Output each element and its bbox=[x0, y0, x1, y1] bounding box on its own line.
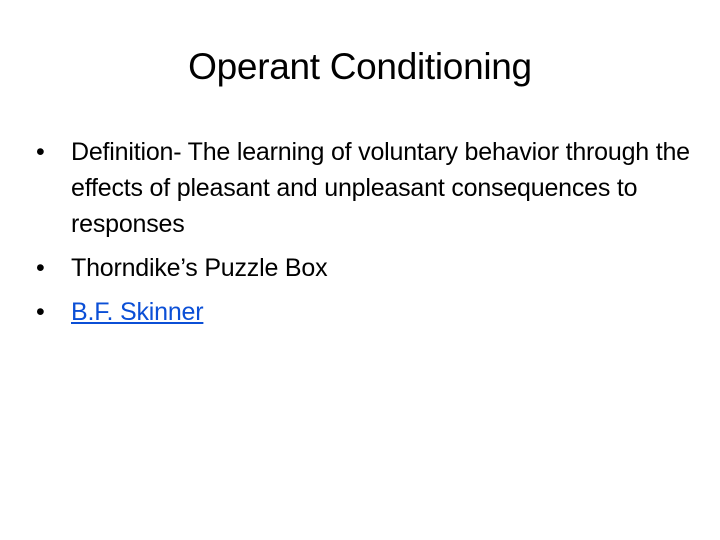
bullet-puzzle-box bbox=[36, 250, 696, 286]
bullet-definition bbox=[36, 134, 696, 242]
slide-title: Operant Conditioning bbox=[188, 46, 532, 87]
bullet-skinner bbox=[36, 294, 696, 330]
bullet-marker: • bbox=[36, 138, 45, 166]
bullet-marker: • bbox=[36, 298, 45, 326]
skinner-link[interactable]: B.F. Skinner bbox=[71, 298, 204, 326]
bullet-list bbox=[36, 134, 696, 338]
bullet-text-definition: Definition- The learning of voluntary behavior through the effects of pleasant and unpleasant consequences to responses bbox=[71, 138, 690, 238]
bullet-text-puzzle-box: Thorndike’s Puzzle Box bbox=[71, 254, 328, 282]
bullet-marker: • bbox=[36, 254, 45, 282]
